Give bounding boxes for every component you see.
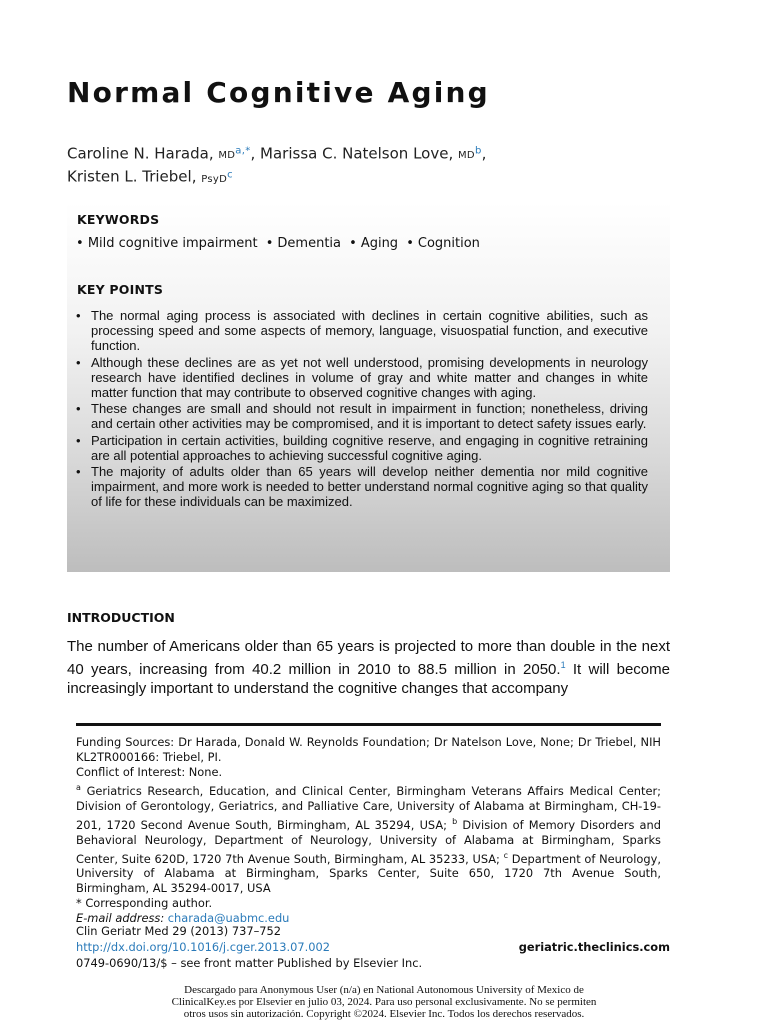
key-point: • The normal aging process is associated with declines in certain cognitive abilities, such as processing speed and some aspects of memory, language, visuospatial function, and executive function. xyxy=(76,308,648,353)
footnotes xyxy=(76,735,661,926)
keywords-list: • Mild cognitive impairment • Dementia • Aging • Cognition xyxy=(76,236,480,251)
affiliation-link[interactable]: c xyxy=(227,169,233,181)
introduction-paragraph: The number of Americans older than 65 years is projected to more than double in the next 40 years, increasing from 40.2 million in 2010 to 88.5 million in 2050.$^1$ It will become increasingly important to understand the cognitive changes that accompany xyxy=(67,638,670,697)
author-name: Kristen L. Triebel, xyxy=(67,167,202,186)
journal-citation: Clin Geriatr Med 29 (2013) 737–752 xyxy=(76,924,282,938)
funding-note: Funding Sources: Dr Harada, Donald W. Reynolds Foundation; Dr Natelson Love, None; Dr Triebel, NIH KL2TR000166: Triebel, PI. xyxy=(76,735,661,764)
author-degree: $MD^b$ xyxy=(458,146,482,162)
keyword: Mild cognitive impairment xyxy=(87,236,258,251)
author-degree: $MD^{a,*}$ xyxy=(218,146,251,162)
key-points-heading: KEY POINTS xyxy=(77,282,164,297)
section-heading-introduction: INTRODUCTION xyxy=(67,610,175,625)
article-title: Normal Cognitive Aging xyxy=(67,76,490,109)
journal-site-link[interactable]: geriatric.theclinics.com xyxy=(518,940,670,954)
keyword: Dementia xyxy=(277,236,341,251)
key-point: • The majority of adults older than 65 years will develop neither dementia nor mild cognitive impairment, and more work is needed to better understand normal cognitive aging so that quality of life for these individuals can be maximized. xyxy=(76,464,648,509)
keywords-keypoints-box xyxy=(67,202,670,572)
key-point: • Although these declines are as yet not well understood, promising developments in neurology research have identified declines in volume of gray and white matter and changes in white matter function that may contribute to observed cognitive changes with aging. xyxy=(76,354,648,400)
affiliation-link[interactable]: b xyxy=(474,146,482,157)
email-link[interactable]: charada@uabmc.edu xyxy=(167,911,290,926)
reference-link[interactable]: 1 xyxy=(560,660,566,670)
corresponding-note: * Corresponding author. xyxy=(76,896,213,911)
download-disclaimer: Descargado para Anonymous User (n/a) en National Autonomous University of Mexico de ClinicalKey.es por Elsevier en julio 03, 2024. Para uso personal exclusivamente. No se permiten otros usos sin autorización. Copyright ©2024. Elsevier Inc. Todos los derechos reservados. xyxy=(171,984,597,1020)
author-name: Caroline N. Harada, xyxy=(67,144,219,163)
key-point: • Participation in certain activities, building cognitive reserve, and engaging in cognitive retraining are all potential approaches to achieving successful cognitive aging. xyxy=(76,432,648,463)
author-name: , Marissa C. Natelson Love, xyxy=(250,144,458,163)
footnote-divider xyxy=(76,723,661,726)
affiliations-note: $^a$ Geriatrics Research, Education, and Clinical Center, Birmingham Veterans Affairs Medical Center; Division of Gerontology, Geriatrics, and Palliative Care, University of Alabama at Birmingham, CH-19-201, 1720 Second Avenue South, Birmingham, AL 35294, USA; $^b$ Division of Memory Disorders and Behavioral Neurology, Department of Neurology, University of Alabama at Birmingham, Sparks Center, Suite 620D, 1720 7th Avenue South, Birmingham, AL 35233, USA; $^c$ Department of Neurology, University of Alabama at Birmingham, Sparks Center, Suite 650, 1720 7th Avenue South, Birmingham, AL 35294-0017, USA xyxy=(76,783,661,896)
author-degree: PsyD$^c$ xyxy=(201,169,233,185)
citation-block xyxy=(76,923,670,971)
author-list xyxy=(67,142,707,189)
email-note: E-mail address: charada@uabmc.edu xyxy=(76,911,290,926)
key-points-list xyxy=(76,308,648,511)
doi-link[interactable]: http://dx.doi.org/10.1016/j.cger.2013.07.002 xyxy=(76,940,330,954)
conflict-note: Conflict of Interest: None. xyxy=(76,765,223,779)
keyword: Aging xyxy=(360,236,399,251)
key-point: • These changes are small and should not result in impairment in function; nonetheless, driving and certain other activities may be compromised, and it is important to detect safety issues early. xyxy=(76,401,648,431)
issn-line: 0749-0690/13/$ – see front matter Published by Elsevier Inc. xyxy=(76,956,423,970)
keywords-heading: KEYWORDS xyxy=(77,212,160,227)
keyword: Cognition xyxy=(417,236,480,251)
affiliation-link[interactable]: a,* xyxy=(235,146,251,157)
author-separator: , xyxy=(481,144,487,163)
